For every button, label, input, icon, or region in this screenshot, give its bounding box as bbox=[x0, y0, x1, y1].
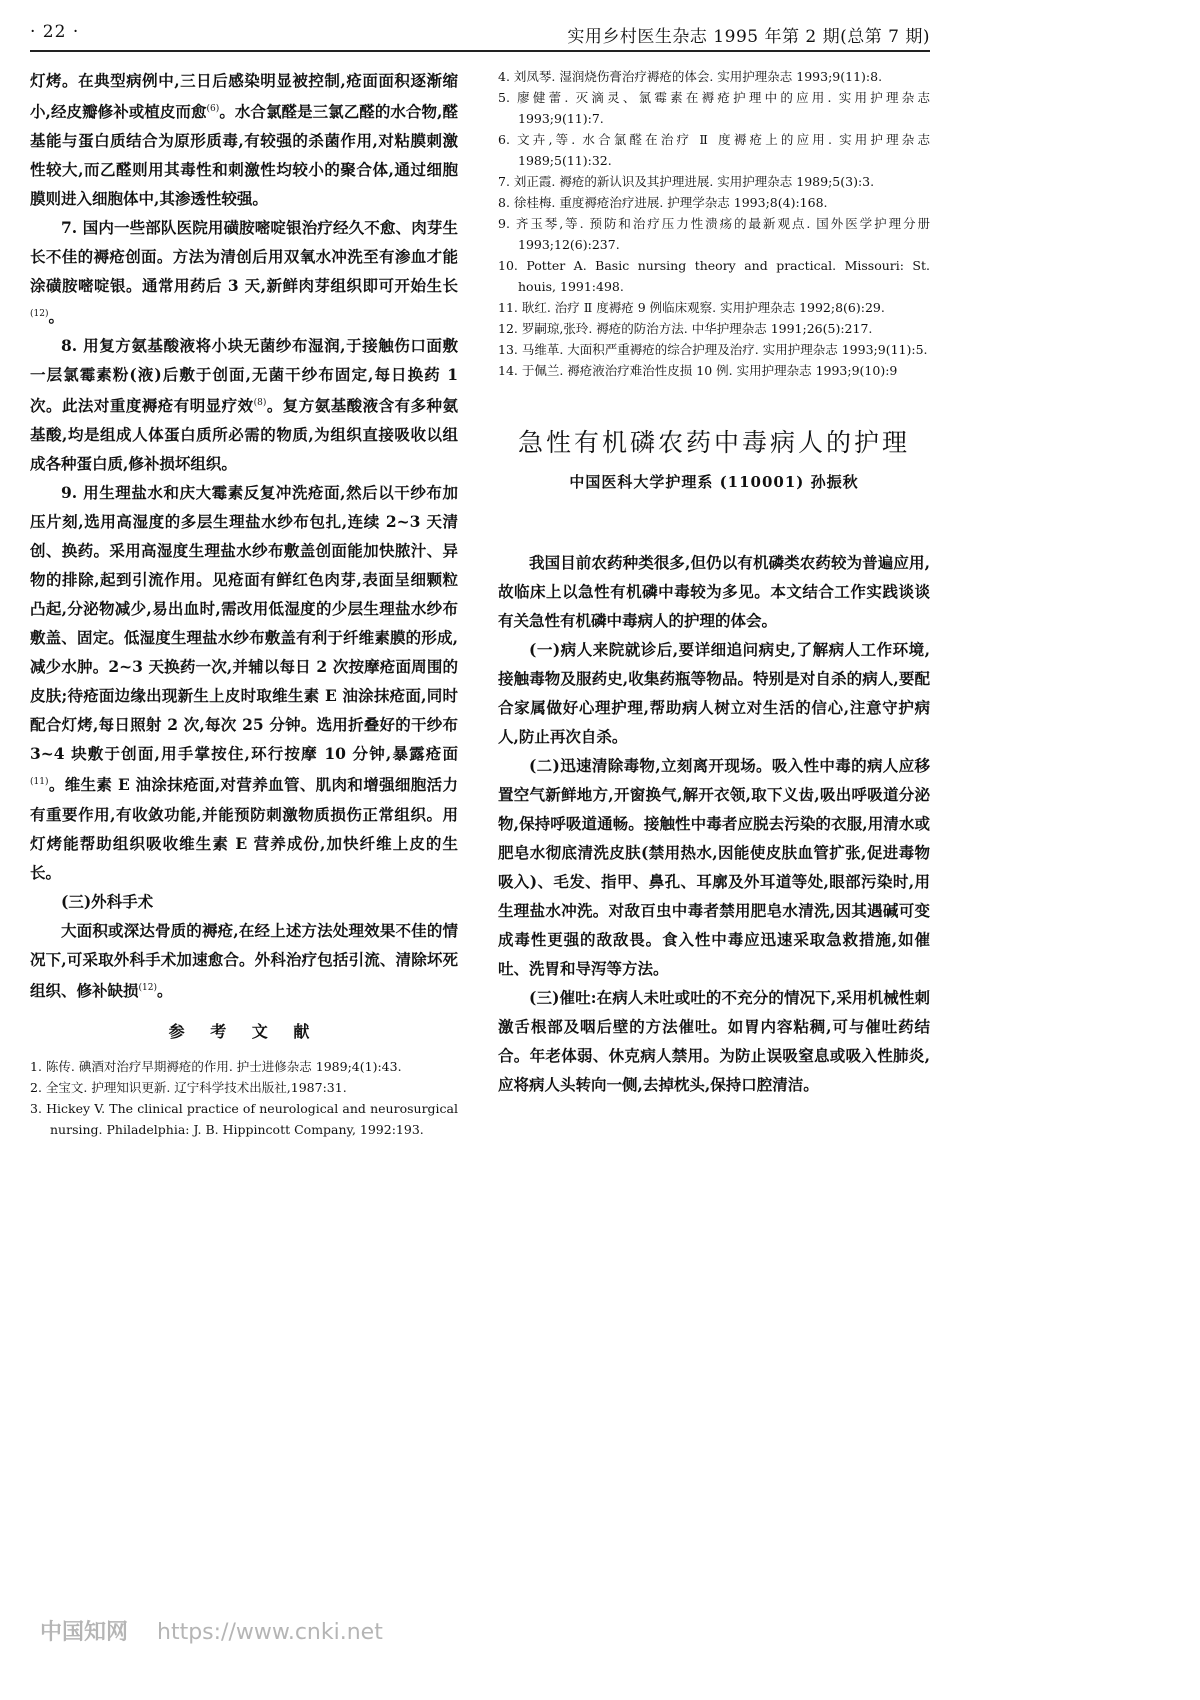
article-step-3: (三)催吐:在病人未吐或吐的不充分的情况下,采用机械性刺激舌根部及咽后壁的方法催吐。如胃内容粘稠,可与催吐药结合。年老体弱、休克病人禁用。为防止误吸窒息或吸入性肺炎,应将病人头转向一侧,去掉枕头,保持口腔清洁。 bbox=[498, 988, 930, 1094]
right-column bbox=[498, 66, 930, 1099]
page-header bbox=[30, 22, 930, 52]
watermark-brand: 中国知网 bbox=[40, 1620, 129, 1645]
left-column bbox=[30, 66, 458, 1140]
reference-item: 2. 全宝文. 护理知识更新. 辽宁科学技术出版社,1987:31. bbox=[30, 1079, 347, 1095]
article-intro: 我国目前农药种类很多,但仍以有机磷类农药较为普遍应用,故临床上以急性有机磷中毒较为多见。本文结合工作实践谈谈有关急性有机磷中毒病人的护理的体会。 bbox=[498, 553, 930, 630]
section-heading-surgery: (三)外科手术 bbox=[61, 891, 154, 911]
header-rule bbox=[30, 50, 930, 52]
reference-list-left bbox=[30, 1056, 458, 1140]
reference-item: 14. 于佩兰. 褥疮液治疗难治性皮损 10 例. 实用护理杂志 1993;9(10):9 bbox=[498, 363, 898, 378]
cnki-watermark bbox=[40, 1615, 383, 1646]
reference-item: 7. 刘正霞. 褥疮的新认识及其护理进展. 实用护理杂志 1989;5(3):3. bbox=[498, 174, 875, 189]
reference-list-right bbox=[498, 66, 930, 381]
paragraph-item-8: 8. 用复方氨基酸液将小块无菌纱布湿润,于接触伤口面敷一层氯霉素粉(液)后敷于创面,无菌干纱布固定,每日换药 1 次。此法对重度褥疮有明显疗效$^{(8)}$。复方氨基酸液含有多种氨基酸,均是组成人体蛋白质所必需的物质,为组织直接吸收以组成各种蛋白质,修补损坏组织。 bbox=[30, 336, 458, 474]
reference-item: 13. 马维革. 大面积严重褥疮的综合护理及治疗. 实用护理杂志 1993;9(11):5. bbox=[498, 342, 928, 357]
paragraph-surgery: 大面积或深达骨质的褥疮,在经上述方法处理效果不佳的情况下,可采取外科手术加速愈合。外科治疗包括引流、清除坏死组织、修补缺损$^{(12)}$。 bbox=[30, 920, 458, 1000]
article-title: 急性有机磷农药中毒病人的护理 bbox=[517, 428, 910, 457]
reference-item: 6. 文卉,等. 水合氯醛在治疗 Ⅱ 度褥疮上的应用. 实用护理杂志 1989;5(11):32. bbox=[498, 132, 930, 168]
page-number: · 22 · bbox=[30, 22, 80, 42]
watermark-url: https://www.cnki.net bbox=[157, 1620, 383, 1645]
reference-item: 12. 罗嗣琼,张玲. 褥疮的防治方法. 中华护理杂志 1991;26(5):217. bbox=[498, 321, 873, 336]
reference-item: 11. 耿红. 治疗 Ⅱ 度褥疮 9 例临床观察. 实用护理杂志 1992;8(6):29. bbox=[498, 300, 885, 315]
article-step-2: (二)迅速清除毒物,立刻离开现场。吸入性中毒的病人应移置空气新鲜地方,开窗换气,解开衣领,取下义齿,吸出呼吸道分泌物,保持呼吸道通畅。接触性中毒者应脱去污染的衣服,用清水或肥皂水彻底清洗皮肤(禁用热水,因能使皮肤血管扩张,促进毒物吸入)、毛发、指甲、鼻孔、耳廓及外耳道等处,眼部污染时,用生理盐水冲洗。对敌百虫中毒者禁用肥皂水清洗,因其遇碱可变成毒性更强的敌敌畏。食入性中毒应迅速采取急救措施,如催吐、洗胃和导泻等方法。 bbox=[498, 756, 930, 978]
reference-item: 8. 徐桂梅. 重度褥疮治疗进展. 护理学杂志 1993;8(4):168. bbox=[498, 195, 828, 210]
paragraph-item-9: 9. 用生理盐水和庆大霉素反复冲洗疮面,然后以干纱布加压片刻,选用高湿度的多层生理盐水纱布包扎,连续 2~3 天清创、换药。采用高湿度生理盐水纱布敷盖创面能加快脓汁、异物的排除,起到引流作用。见疮面有鲜红色肉芽,表面呈细颗粒凸起,分泌物减少,易出血时,需改用低湿度的少层生理盐水纱布敷盖、固定。低湿度生理盐水纱布敷盖有利于纤维素膜的形成,减少水肿。2~3 天换药一次,并辅以每日 2 次按摩疮面周围的皮肤;待疮面边缘出现新生上皮时取维生素 E 油涂抹疮面,同时配合灯烤,每日照射 2 次,每次 25 分钟。选用折叠好的干纱布 3~4 块敷于创面,用手掌按住,环行按摩 10 分钟,暴露疮面$^{(11)}$。维生素 E 油涂抹疮面,对营养血管、肌肉和增强细胞活力有重要作用,有收敛功能,并能预防刺激物质损伤正常组织。用灯烤能帮助组织吸收维生素 E 营养成份,加快纤维上皮的生长。 bbox=[30, 483, 458, 882]
reference-item: 3. Hickey V. The clinical practice of neurological and neurosurgical nursing. Philadelphia: J. B. Hippincott Company, 1992:193. bbox=[30, 1100, 458, 1137]
journal-title: 实用乡村医生杂志 1995 年第 2 期(总第 7 期) bbox=[567, 27, 930, 47]
reference-item: 9. 齐玉琴,等. 预防和治疗压力性溃疡的最新观点. 国外医学护理分册 1993;12(6):237. bbox=[498, 216, 930, 252]
article-author: 中国医科大学护理系 (110001) 孙振秋 bbox=[569, 473, 859, 491]
references-title: 参 考 文 献 bbox=[168, 1021, 320, 1041]
reference-item: 5. 廖健蕾. 灭滴灵、氯霉素在褥疮护理中的应用. 实用护理杂志 1993;9(11):7. bbox=[498, 90, 930, 126]
paragraph-continued: 灯烤。在典型病例中,三日后感染明显被控制,疮面面积逐渐缩小,经皮瓣修补或植皮而愈$^{(6)}$。水合氯醛是三氯乙醛的水合物,醛基能与蛋白质结合为原形质毒,有较强的杀菌作用,对粘膜刺激性较大,而乙醛则用其毒性和刺激性均较小的聚合体,通过细胞膜则进入细胞体中,其渗透性较强。 bbox=[30, 71, 458, 209]
reference-item: 10. Potter A. Basic nursing theory and practical. Missouri: St. houis, 1991:498. bbox=[498, 258, 930, 294]
reference-item: 1. 陈传. 碘酒对治疗早期褥疮的作用. 护士进修杂志 1989;4(1):43. bbox=[30, 1058, 402, 1074]
article-step-1: (一)病人来院就诊后,要详细追问病史,了解病人工作环境,接触毒物及服药史,收集药瓶等物品。特别是对自杀的病人,要配合家属做好心理护理,帮助病人树立对生活的信心,注意守护病人,防止再次自杀。 bbox=[498, 640, 930, 746]
reference-item: 4. 刘凤琴. 湿润烧伤膏治疗褥疮的体会. 实用护理杂志 1993;9(11):8. bbox=[498, 69, 883, 84]
paragraph-item-7: 7. 国内一些部队医院用磺胺嘧啶银治疗经久不愈、肉芽生长不佳的褥疮创面。方法为清创后用双氧水冲洗至有渗血才能涂磺胺嘧啶银。通常用药后 3 天,新鲜肉芽组织即可开始生长$^{(12)}$。 bbox=[30, 218, 458, 327]
